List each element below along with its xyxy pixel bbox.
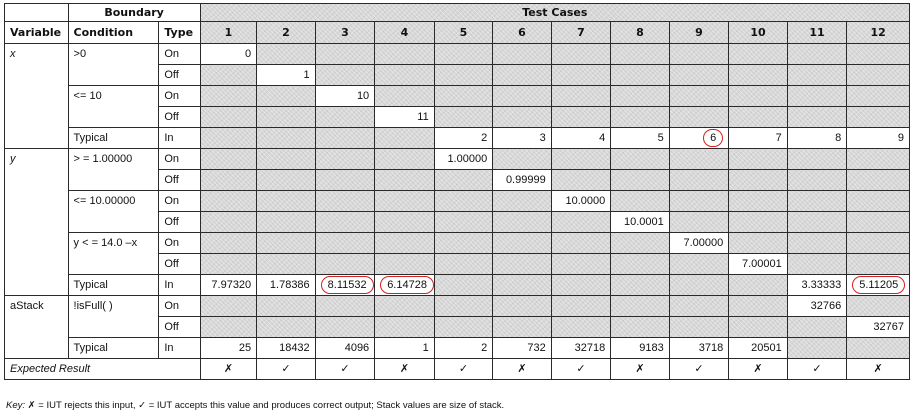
condition-cell: <= 10.00000 xyxy=(68,191,159,233)
value-cell: 10 xyxy=(315,86,375,107)
empty-cell xyxy=(434,296,493,317)
type-cell: On xyxy=(159,86,200,107)
empty-cell xyxy=(375,191,435,212)
header-row-columns xyxy=(5,22,910,44)
value-cell: 32766 xyxy=(787,296,847,317)
empty-cell xyxy=(315,65,375,86)
expected-mark: ✓ xyxy=(257,359,316,380)
value-cell: 18432 xyxy=(257,338,316,359)
highlighted-value: 5.11205 xyxy=(852,276,905,294)
empty-cell xyxy=(611,86,670,107)
condition-cell: <= 10 xyxy=(68,86,159,128)
empty-cell xyxy=(375,212,435,233)
empty-cell xyxy=(375,86,435,107)
empty-cell xyxy=(729,191,788,212)
table-row xyxy=(5,296,910,317)
case-header: 2 xyxy=(257,22,316,44)
value-cell: 10.0000 xyxy=(551,191,611,212)
empty-cell xyxy=(375,170,435,191)
condition-cell: Typical xyxy=(68,128,159,149)
condition-cell: >0 xyxy=(68,44,159,86)
value-cell: 0 xyxy=(200,44,256,65)
empty-cell xyxy=(315,317,375,338)
empty-cell xyxy=(729,317,788,338)
empty-cell xyxy=(669,86,729,107)
empty-cell xyxy=(315,191,375,212)
empty-cell xyxy=(787,107,847,128)
empty-cell xyxy=(611,44,670,65)
value-cell: 32718 xyxy=(551,338,611,359)
empty-cell xyxy=(669,275,729,296)
case-header: 10 xyxy=(729,22,788,44)
empty-cell xyxy=(257,317,316,338)
empty-cell xyxy=(493,107,552,128)
empty-cell xyxy=(493,275,552,296)
empty-cell xyxy=(847,170,910,191)
value-cell: 7 xyxy=(729,128,788,149)
value-cell: 11 xyxy=(375,107,435,128)
empty-cell xyxy=(669,149,729,170)
boundary-test-table xyxy=(4,3,910,380)
value-cell: 4 xyxy=(551,128,611,149)
empty-cell xyxy=(493,86,552,107)
empty-cell xyxy=(257,107,316,128)
empty-cell xyxy=(611,317,670,338)
type-cell: On xyxy=(159,149,200,170)
value-cell: 7.00000 xyxy=(669,233,729,254)
value-cell: 9183 xyxy=(611,338,670,359)
empty-cell xyxy=(611,233,670,254)
empty-cell xyxy=(257,128,316,149)
condition-cell: > = 1.00000 xyxy=(68,149,159,191)
empty-cell xyxy=(551,212,611,233)
case-header: 3 xyxy=(315,22,375,44)
empty-cell xyxy=(200,128,256,149)
table-row xyxy=(5,338,910,359)
empty-cell xyxy=(787,212,847,233)
empty-cell xyxy=(787,317,847,338)
header-condition: Condition xyxy=(68,22,159,44)
empty-cell xyxy=(315,128,375,149)
empty-cell xyxy=(551,65,611,86)
empty-cell xyxy=(257,296,316,317)
empty-cell xyxy=(434,233,493,254)
empty-cell xyxy=(493,191,552,212)
empty-cell xyxy=(200,317,256,338)
value-cell: 1 xyxy=(375,338,435,359)
value-cell: 8 xyxy=(787,128,847,149)
header-row-top xyxy=(5,4,910,22)
empty-cell xyxy=(551,170,611,191)
highlighted-value: 8.11532 xyxy=(321,276,374,294)
empty-cell xyxy=(669,191,729,212)
empty-cell xyxy=(729,86,788,107)
case-header: 11 xyxy=(787,22,847,44)
type-cell: In xyxy=(159,128,200,149)
value-cell: 1.00000 xyxy=(434,149,493,170)
empty-cell xyxy=(375,128,435,149)
highlighted-value: 6 xyxy=(703,129,723,147)
empty-cell xyxy=(493,212,552,233)
empty-cell xyxy=(729,149,788,170)
empty-cell xyxy=(493,317,552,338)
value-cell: 10.0001 xyxy=(611,212,670,233)
empty-cell xyxy=(375,317,435,338)
expected-mark: ✗ xyxy=(200,359,256,380)
empty-cell xyxy=(729,233,788,254)
table-row xyxy=(5,149,910,170)
type-cell: Off xyxy=(159,107,200,128)
type-cell: In xyxy=(159,275,200,296)
type-cell: On xyxy=(159,233,200,254)
empty-cell xyxy=(315,149,375,170)
empty-cell xyxy=(551,296,611,317)
expected-result-row xyxy=(5,359,910,380)
empty-cell xyxy=(493,254,552,275)
boundary-test-table-wrapper xyxy=(4,3,910,380)
table-row xyxy=(5,233,910,254)
empty-cell xyxy=(200,212,256,233)
value-cell: 3 xyxy=(493,128,552,149)
expected-mark: ✓ xyxy=(669,359,729,380)
empty-cell xyxy=(669,296,729,317)
expected-mark: ✓ xyxy=(315,359,375,380)
empty-cell xyxy=(551,233,611,254)
empty-cell xyxy=(847,65,910,86)
key-label: Key: xyxy=(6,400,26,411)
empty-cell xyxy=(493,233,552,254)
empty-cell xyxy=(611,275,670,296)
type-cell: Off xyxy=(159,254,200,275)
empty-cell xyxy=(611,191,670,212)
empty-cell xyxy=(787,191,847,212)
empty-cell xyxy=(847,86,910,107)
condition-cell: y < = 14.0 –x xyxy=(68,233,159,275)
empty-cell xyxy=(375,149,435,170)
value-cell: 4096 xyxy=(315,338,375,359)
variable-cell: aStack xyxy=(5,296,69,359)
value-cell xyxy=(847,275,910,296)
empty-cell xyxy=(787,254,847,275)
empty-cell xyxy=(200,149,256,170)
type-cell: On xyxy=(159,191,200,212)
empty-cell xyxy=(493,149,552,170)
value-cell: 9 xyxy=(847,128,910,149)
table-row xyxy=(5,44,910,65)
empty-cell xyxy=(669,254,729,275)
empty-cell xyxy=(315,44,375,65)
empty-cell xyxy=(315,212,375,233)
header-variable: Variable xyxy=(5,22,69,44)
case-header: 1 xyxy=(200,22,256,44)
value-cell xyxy=(375,275,435,296)
empty-cell xyxy=(315,296,375,317)
empty-cell xyxy=(669,170,729,191)
table-row xyxy=(5,275,910,296)
empty-cell xyxy=(551,254,611,275)
empty-cell xyxy=(787,86,847,107)
type-cell: Off xyxy=(159,317,200,338)
empty-cell xyxy=(257,44,316,65)
empty-cell xyxy=(493,296,552,317)
empty-cell xyxy=(434,275,493,296)
expected-mark: ✗ xyxy=(493,359,552,380)
condition-cell: Typical xyxy=(68,275,159,296)
empty-cell xyxy=(200,296,256,317)
empty-cell xyxy=(434,86,493,107)
value-cell: 3718 xyxy=(669,338,729,359)
empty-cell xyxy=(200,170,256,191)
table-body xyxy=(5,44,910,359)
empty-cell xyxy=(847,107,910,128)
empty-cell xyxy=(787,149,847,170)
case-header: 7 xyxy=(551,22,611,44)
empty-cell xyxy=(551,317,611,338)
expected-result-label: Expected Result xyxy=(5,359,201,380)
empty-cell xyxy=(200,191,256,212)
value-cell: 2 xyxy=(434,128,493,149)
empty-cell xyxy=(787,233,847,254)
empty-cell xyxy=(257,86,316,107)
empty-cell xyxy=(611,149,670,170)
empty-cell xyxy=(729,107,788,128)
expected-mark: ✓ xyxy=(434,359,493,380)
value-cell: 32767 xyxy=(847,317,910,338)
header-test-cases: Test Cases xyxy=(200,4,909,22)
key-text: ✗ = IUT rejects this input, ✓ = IUT accepts this value and produces correct output; Stack values are size of stack. xyxy=(25,400,505,411)
value-cell: 20501 xyxy=(729,338,788,359)
empty-cell xyxy=(315,233,375,254)
empty-cell xyxy=(669,317,729,338)
empty-cell xyxy=(729,296,788,317)
value-cell: 25 xyxy=(200,338,256,359)
expected-mark: ✗ xyxy=(375,359,435,380)
expected-mark: ✗ xyxy=(611,359,670,380)
condition-cell: !isFull( ) xyxy=(68,296,159,338)
empty-cell xyxy=(787,44,847,65)
empty-cell xyxy=(434,191,493,212)
empty-cell xyxy=(434,44,493,65)
empty-cell xyxy=(847,191,910,212)
expected-mark: ✓ xyxy=(551,359,611,380)
empty-cell xyxy=(200,254,256,275)
header-blank-cell xyxy=(5,4,69,22)
empty-cell xyxy=(375,254,435,275)
variable-cell: x xyxy=(5,44,69,149)
header-type: Type xyxy=(159,22,200,44)
empty-cell xyxy=(847,254,910,275)
empty-cell xyxy=(434,170,493,191)
empty-cell xyxy=(611,65,670,86)
empty-cell xyxy=(611,254,670,275)
table-row xyxy=(5,191,910,212)
empty-cell xyxy=(847,149,910,170)
empty-cell xyxy=(200,233,256,254)
empty-cell xyxy=(434,107,493,128)
empty-cell xyxy=(200,65,256,86)
value-cell: 2 xyxy=(434,338,493,359)
expected-mark: ✗ xyxy=(847,359,910,380)
case-header: 4 xyxy=(375,22,435,44)
value-cell: 732 xyxy=(493,338,552,359)
type-cell: Off xyxy=(159,65,200,86)
empty-cell xyxy=(729,212,788,233)
value-cell: 5 xyxy=(611,128,670,149)
empty-cell xyxy=(375,44,435,65)
empty-cell xyxy=(729,65,788,86)
empty-cell xyxy=(611,170,670,191)
empty-cell xyxy=(257,233,316,254)
empty-cell xyxy=(847,338,910,359)
empty-cell xyxy=(787,338,847,359)
empty-cell xyxy=(551,44,611,65)
empty-cell xyxy=(669,44,729,65)
empty-cell xyxy=(200,107,256,128)
highlighted-value: 6.14728 xyxy=(380,276,434,294)
value-cell: 7.00001 xyxy=(729,254,788,275)
case-header: 5 xyxy=(434,22,493,44)
empty-cell xyxy=(729,44,788,65)
empty-cell xyxy=(551,86,611,107)
empty-cell xyxy=(257,191,316,212)
variable-cell: y xyxy=(5,149,69,296)
empty-cell xyxy=(200,86,256,107)
empty-cell xyxy=(669,107,729,128)
table-row xyxy=(5,86,910,107)
empty-cell xyxy=(315,107,375,128)
header-boundary: Boundary xyxy=(68,4,200,22)
empty-cell xyxy=(551,149,611,170)
table-row xyxy=(5,128,910,149)
empty-cell xyxy=(375,65,435,86)
value-cell: 7.97320 xyxy=(200,275,256,296)
empty-cell xyxy=(315,254,375,275)
case-header: 6 xyxy=(493,22,552,44)
empty-cell xyxy=(787,170,847,191)
empty-cell xyxy=(847,233,910,254)
condition-cell: Typical xyxy=(68,338,159,359)
case-header: 9 xyxy=(669,22,729,44)
empty-cell xyxy=(257,212,316,233)
type-cell: In xyxy=(159,338,200,359)
value-cell: 1 xyxy=(257,65,316,86)
case-header: 8 xyxy=(611,22,670,44)
empty-cell xyxy=(434,254,493,275)
value-cell: 3.33333 xyxy=(787,275,847,296)
empty-cell xyxy=(434,212,493,233)
value-cell xyxy=(315,275,375,296)
value-cell: 0.99999 xyxy=(493,170,552,191)
expected-mark: ✗ xyxy=(729,359,788,380)
empty-cell xyxy=(257,149,316,170)
empty-cell xyxy=(847,44,910,65)
empty-cell xyxy=(669,65,729,86)
type-cell: On xyxy=(159,44,200,65)
empty-cell xyxy=(257,170,316,191)
empty-cell xyxy=(551,107,611,128)
empty-cell xyxy=(729,170,788,191)
empty-cell xyxy=(434,65,493,86)
empty-cell xyxy=(669,212,729,233)
empty-cell xyxy=(375,233,435,254)
empty-cell xyxy=(847,212,910,233)
table-key-note xyxy=(6,400,504,411)
empty-cell xyxy=(375,296,435,317)
empty-cell xyxy=(847,296,910,317)
case-header: 12 xyxy=(847,22,910,44)
type-cell: Off xyxy=(159,170,200,191)
empty-cell xyxy=(551,275,611,296)
value-cell xyxy=(669,128,729,149)
expected-mark: ✓ xyxy=(787,359,847,380)
empty-cell xyxy=(787,65,847,86)
type-cell: On xyxy=(159,296,200,317)
empty-cell xyxy=(315,170,375,191)
empty-cell xyxy=(493,65,552,86)
empty-cell xyxy=(729,275,788,296)
type-cell: Off xyxy=(159,212,200,233)
empty-cell xyxy=(493,44,552,65)
value-cell: 1.78386 xyxy=(257,275,316,296)
empty-cell xyxy=(611,107,670,128)
empty-cell xyxy=(611,296,670,317)
empty-cell xyxy=(257,254,316,275)
empty-cell xyxy=(434,317,493,338)
